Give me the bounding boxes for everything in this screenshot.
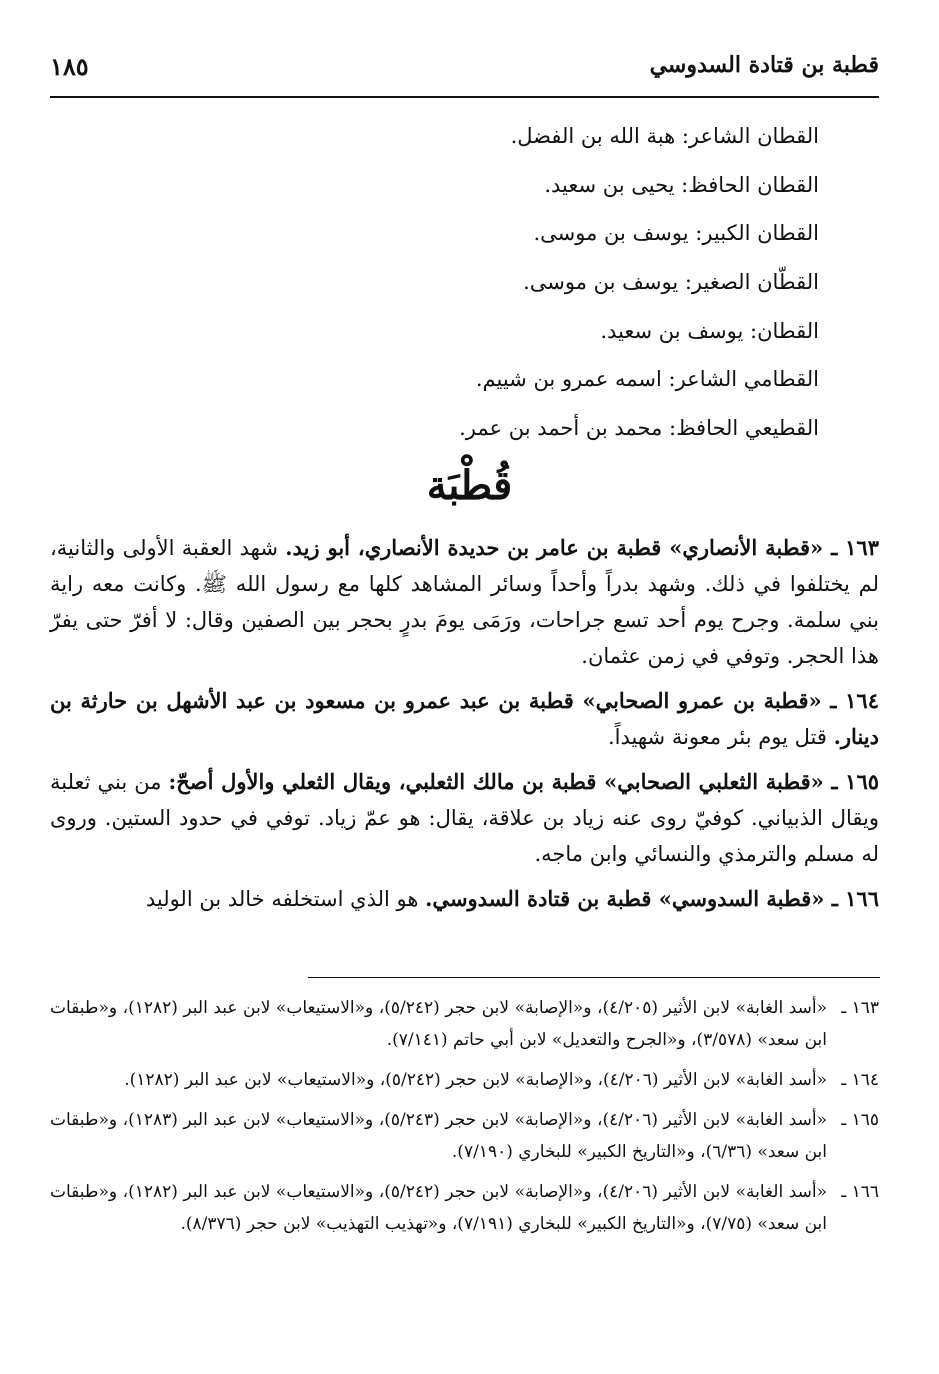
alias-item: القطان الكبير: يوسف بن موسى. (533, 221, 819, 246)
alias-item: القطامي الشاعر: اسمه عمرو بن شييم. (475, 367, 819, 392)
alias-item: القطان الشاعر: هبة الله بن الفضل. (510, 124, 819, 148)
alias-item: القطان الحافظ: يحيى بن سعيد. (544, 172, 819, 197)
section-heading: قُطْبَة (426, 462, 513, 509)
footnotes (50, 992, 879, 1248)
entry-text: شهد العقبة الأولى والثانية، لم يختلفوا في ذلك. وشهد بدراً وأحداً وسائر المشاهد كلها مع رسول الله ﷺ. وكانت معه راية بني سلمة. وجرح يوم أحد تسع جراحات، ورَمَى يومَ بدرٍ بحجر بين الصفين وقال: لا أفرّ حتى يفرّ هذا الحجر. وتوفي في زمن عثمان. (50, 536, 879, 668)
alias-item: القطّان الصغير: يوسف بن موسى. (523, 270, 819, 295)
alias-item: القطيعي الحافظ: محمد بن أحمد بن عمر. (459, 416, 819, 441)
footnote-number: ١٦٤ ـ (841, 1070, 879, 1090)
page-number: ١٨٥ (50, 52, 89, 81)
entry-165 (50, 764, 879, 872)
entry-166 (50, 881, 879, 917)
entries (50, 530, 879, 926)
entry-lead: ١٦٣ ـ «قطبة الأنصاري» قطبة بن عامر بن حديدة الأنصاري، أبو زيد. (285, 535, 879, 560)
entry-text: قتل يوم بئر معونة شهيداً. (608, 725, 834, 749)
running-header (50, 46, 879, 98)
entry-lead: ١٦٦ ـ «قطبة السدوسي» قطبة بن قتادة السدوسي. (425, 886, 879, 911)
entry-163 (50, 530, 879, 674)
entry-text: هو الذي استخلفه خالد بن الوليد (145, 887, 426, 911)
footnote-number: ١٦٥ ـ (841, 1110, 879, 1130)
running-title: قطبة بن قتادة السدوسي (649, 52, 879, 78)
footnote-text: «أسد الغابة» لابن الأثير (٤/٢٠٦)، و«الإصابة» لابن حجر (٥/٢٤٢)، و«الاستيعاب» لابن عبد البر (١٢٨٢). (124, 1070, 827, 1090)
footnote-divider (308, 977, 880, 978)
entry-text: من بني ثعلبة ويقال الذبياني. كوفيّ روى عنه زياد بن علاقة، يقال: هو عمّ زياد. توفي في حدود الستين. وروى له مسلم والترمذي والنسائي وابن ماجه. (50, 770, 879, 866)
footnote-text: «أسد الغابة» لابن الأثير (٤/٢٠٦)، و«الإصابة» لابن حجر (٥/٢٤٣)، و«الاستيعاب» لابن عبد البر (١٢٨٣)، و«طبقات ابن سعد» (٦/٣٦)، و«التاريخ الكبير» للبخاري (٧/١٩٠). (50, 1110, 827, 1162)
entry-lead: ١٦٥ ـ «قطبة الثعلبي الصحابي» قطبة بن مالك الثعلبي، ويقال الثعلي والأول أصحّ: (168, 769, 880, 794)
footnote-165 (50, 1104, 879, 1168)
entry-lead: ١٦٤ ـ «قطبة بن عمرو الصحابي» قطبة بن عبد عمرو بن مسعود بن عبد الأشهل بن حارثة بن دينار. (50, 688, 879, 749)
footnote-164 (50, 1064, 879, 1096)
footnote-163 (50, 992, 879, 1056)
entry-164 (50, 683, 879, 755)
alias-list (219, 112, 819, 453)
alias-item: القطان: يوسف بن سعيد. (600, 318, 819, 343)
footnote-166 (50, 1176, 879, 1240)
footnote-text: «أسد الغابة» لابن الأثير (٤/٢٠٦)، و«الإصابة» لابن حجر (٥/٢٤٢)، و«الاستيعاب» لابن عبد البر (١٢٨٢)، و«طبقات ابن سعد» (٧/٧٥)، و«التاريخ الكبير» للبخاري (٧/١٩١)، و«تهذيب التهذيب» لابن حجر (٨/٣٧٦). (50, 1182, 827, 1234)
footnote-number: ١٦٣ ـ (841, 998, 879, 1018)
footnote-number: ١٦٦ ـ (841, 1182, 879, 1202)
footnote-text: «أسد الغابة» لابن الأثير (٤/٢٠٥)، و«الإصابة» لابن حجر (٥/٢٤٢)، و«الاستيعاب» لابن عبد البر (١٢٨٢)، و«طبقات ابن سعد» (٣/٥٧٨)، و«الجرح والتعديل» لابن أبي حاتم (٧/١٤١). (50, 998, 827, 1050)
